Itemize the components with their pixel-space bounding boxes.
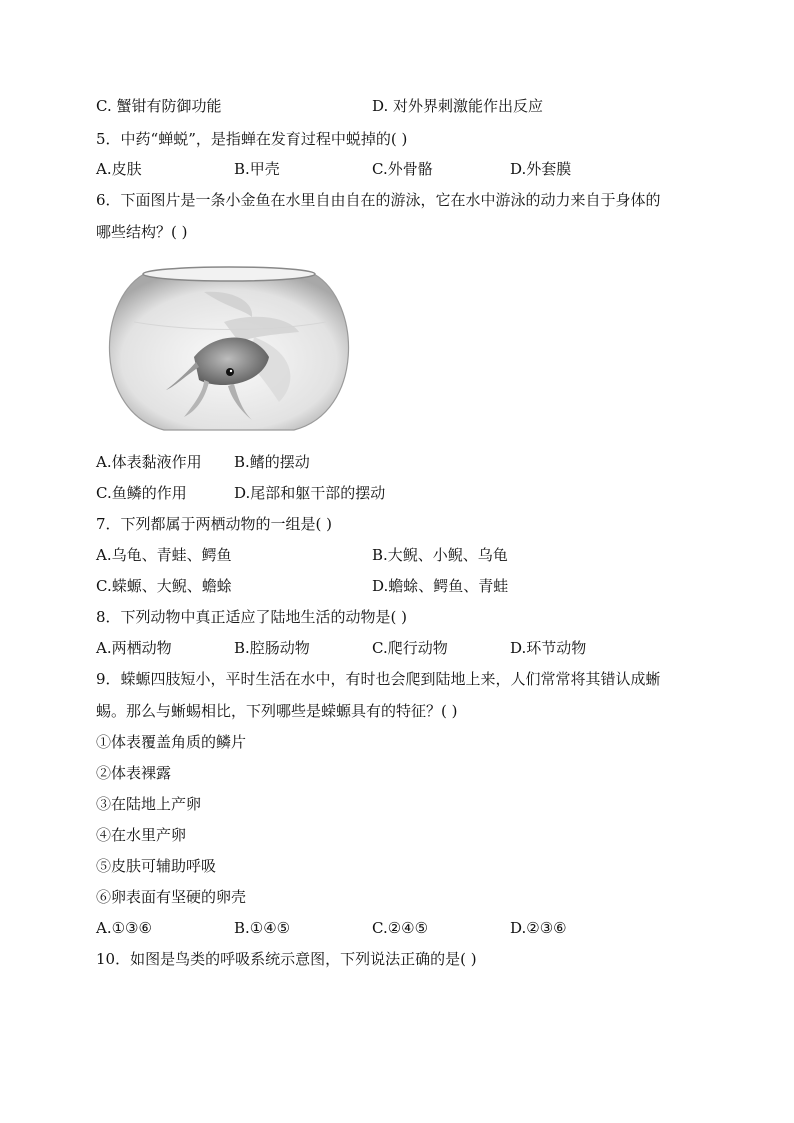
q9-item-5: ⑤皮肤可辅助呼吸 <box>96 857 217 875</box>
q8-stem: 8．下列动物中真正适应了陆地生活的动物是( ) <box>96 608 408 626</box>
q8-option-c: C.爬行动物 <box>372 639 448 657</box>
q6-option-c: C.鱼鳞的作用 <box>96 484 187 502</box>
q6-option-b: B.鳍的摆动 <box>234 453 310 471</box>
q9-item-6: ⑥卵表面有坚硬的卵壳 <box>96 888 247 906</box>
q7-option-d: D.蟾蜍、鳄鱼、青蛙 <box>372 577 509 595</box>
q8-option-d: D.环节动物 <box>510 639 587 657</box>
q9-item-4: ④在水里产卵 <box>96 826 187 844</box>
q6-stem-line1: 6．下面图片是一条小金鱼在水里自由自在的游泳，它在水中游泳的动力来自于身体的 <box>96 191 661 209</box>
q5-option-b: B.甲壳 <box>234 160 280 178</box>
q7-stem: 7．下列都属于两栖动物的一组是( ) <box>96 515 333 533</box>
q5-option-d: D.外套膜 <box>510 160 572 178</box>
goldfish-bowl-image <box>104 262 354 437</box>
q9-item-1: ①体表覆盖角质的鳞片 <box>96 733 247 751</box>
q7-option-b: B.大鲵、小鲵、乌龟 <box>372 546 508 564</box>
q9-item-2: ②体表裸露 <box>96 764 172 782</box>
q10-stem: 10．如图是鸟类的呼吸系统示意图，下列说法正确的是( ) <box>96 950 477 968</box>
q5-option-a: A.皮肤 <box>96 160 142 178</box>
q4-option-d: D. 对外界刺激能作出反应 <box>372 97 544 115</box>
q7-option-a: A.乌龟、青蛙、鳄鱼 <box>96 546 232 564</box>
q7-option-c: C.蝾螈、大鲵、蟾蜍 <box>96 577 232 595</box>
q6-option-a: A.体表黏液作用 <box>96 453 202 471</box>
q9-option-d: D.②③⑥ <box>510 919 567 937</box>
q8-option-b: B.腔肠动物 <box>234 639 310 657</box>
q9-option-a: A.①③⑥ <box>96 919 152 937</box>
q5-option-c: C.外骨骼 <box>372 160 433 178</box>
q6-stem-line2: 哪些结构？( ) <box>96 223 188 241</box>
q9-option-c: C.②④⑤ <box>372 919 429 937</box>
q9-item-3: ③在陆地上产卵 <box>96 795 202 813</box>
q6-option-d: D.尾部和躯干部的摆动 <box>234 484 386 502</box>
q9-option-b: B.①④⑤ <box>234 919 291 937</box>
q4-option-c: C. 蟹钳有防御功能 <box>96 97 222 115</box>
q9-stem-line1: 9．蝾螈四肢短小，平时生活在水中，有时也会爬到陆地上来，人们常常将其错认成蜥 <box>96 670 661 688</box>
q5-stem: 5．中药“蝉蜕”，是指蝉在发育过程中蜕掉的( ) <box>96 130 408 148</box>
q8-option-a: A.两栖动物 <box>96 639 172 657</box>
q9-stem-line2: 蜴。那么与蜥蜴相比，下列哪些是蝾螈具有的特征？( ) <box>96 702 458 720</box>
